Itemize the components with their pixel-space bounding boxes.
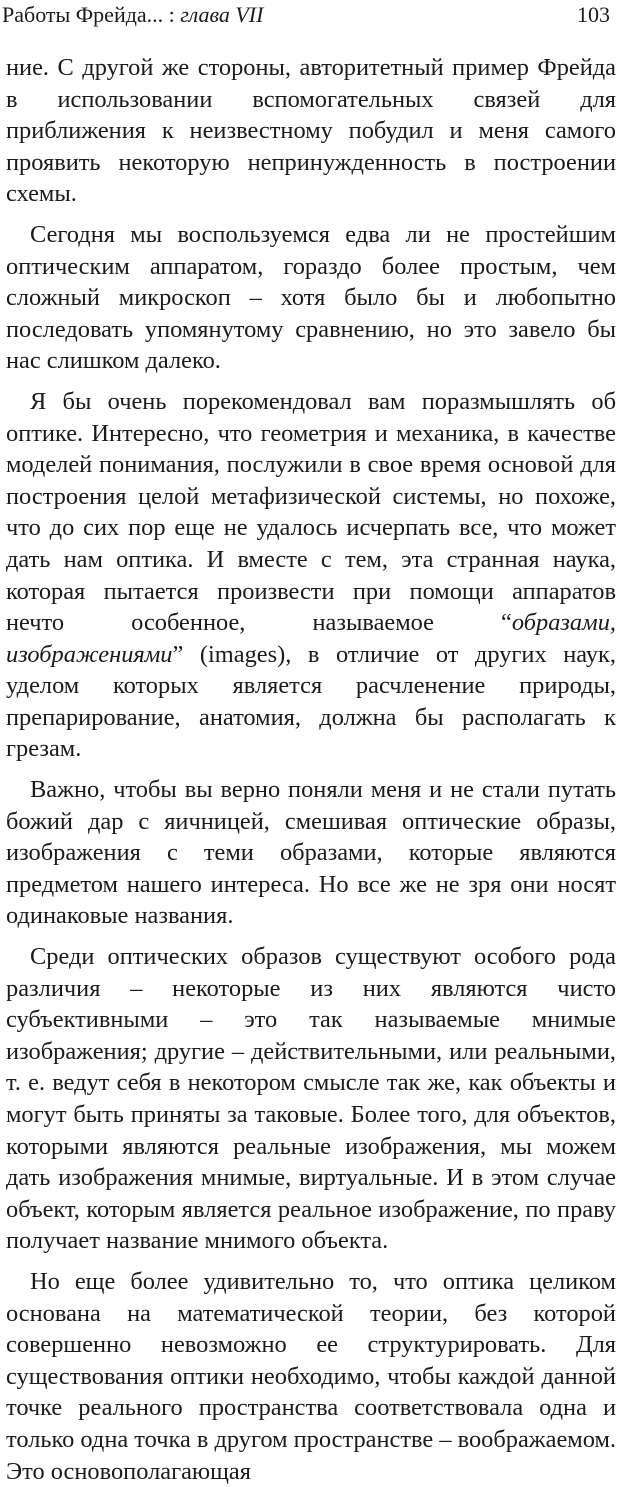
page-number: 103: [577, 2, 610, 27]
running-title: [2, 2, 263, 28]
running-title-chapter: глава VII: [180, 2, 264, 27]
paragraph-1: ние. С другой же стороны, авторитетный пример Фрейда в использовании вспомогательных связей для приближения к неизвестному побудил и меня самого проявить некоторую непринужденность в построении схемы.: [6, 54, 616, 208]
paragraph-4: Важно, чтобы вы верно поняли меня и не стали путать божий дар с яичницей, смешивая оптические образы, изображения с теми образами, которые являются предметом нашего интереса. Но все же не зря они носят одинаковые названия.: [6, 776, 616, 930]
page-header: [2, 2, 610, 30]
body-text: [6, 52, 616, 1487]
paragraph-3-part-2: ” (images), в отличие от других наук, уделом которых является расчленение природы, препарирование, анатомия, должна бы располагать к грезам.: [6, 640, 616, 763]
paragraph-3: [6, 386, 616, 765]
paragraph-6: Но еще более удивительно то, что оптика целиком основана на математической теории, без которой совершенно невозможно ее структурировать. Для существования оптики необходимо, чтобы каждой данной точке реального пространства соответствовала одна и только одна точка в другом пространстве – воображаемом. Это основополагающая: [6, 1267, 616, 1485]
paragraph-3-part-1: Я бы очень порекомендовал вам поразмышлять об оптике. Интересно, что геометрия и механика, в качестве моделей понимания, послужили в свое время основой для построения целой метафизической системы, но похоже, что до сих пор еще не удалось исчерпать все, что может дать нам оптика. И вместе с тем, эта странная наука, которая пытается произвести при помощи аппаратов нечто особенное, называемое “: [6, 387, 616, 637]
paragraph-2: Сегодня мы воспользуемся едва ли не простейшим оптическим аппаратом, гораздо более простым, чем сложный микроскоп – хотя было бы и любопытно последовать упомянутому сравнению, но это завело бы нас слишком далеко.: [6, 220, 616, 375]
paragraph-3-italic-term: образами, изображениями: [6, 609, 616, 668]
paragraph-5: Среди оптических образов существуют особого рода различия – некоторые из них являются чисто субъективными – это так называемые мнимые изображения; другие – действительными, или реальными, т. е. ведут себя в некотором смысле так же, как объекты и могут быть приняты за таковые. Более того, для объектов, которыми являются реальные изображения, мы можем дать изображения мнимые, виртуальные. И в этом случае объект, которым является реальное изображение, по праву получает название мнимого объекта.: [6, 943, 616, 1255]
running-title-main: Работы Фрейда... :: [2, 2, 181, 27]
